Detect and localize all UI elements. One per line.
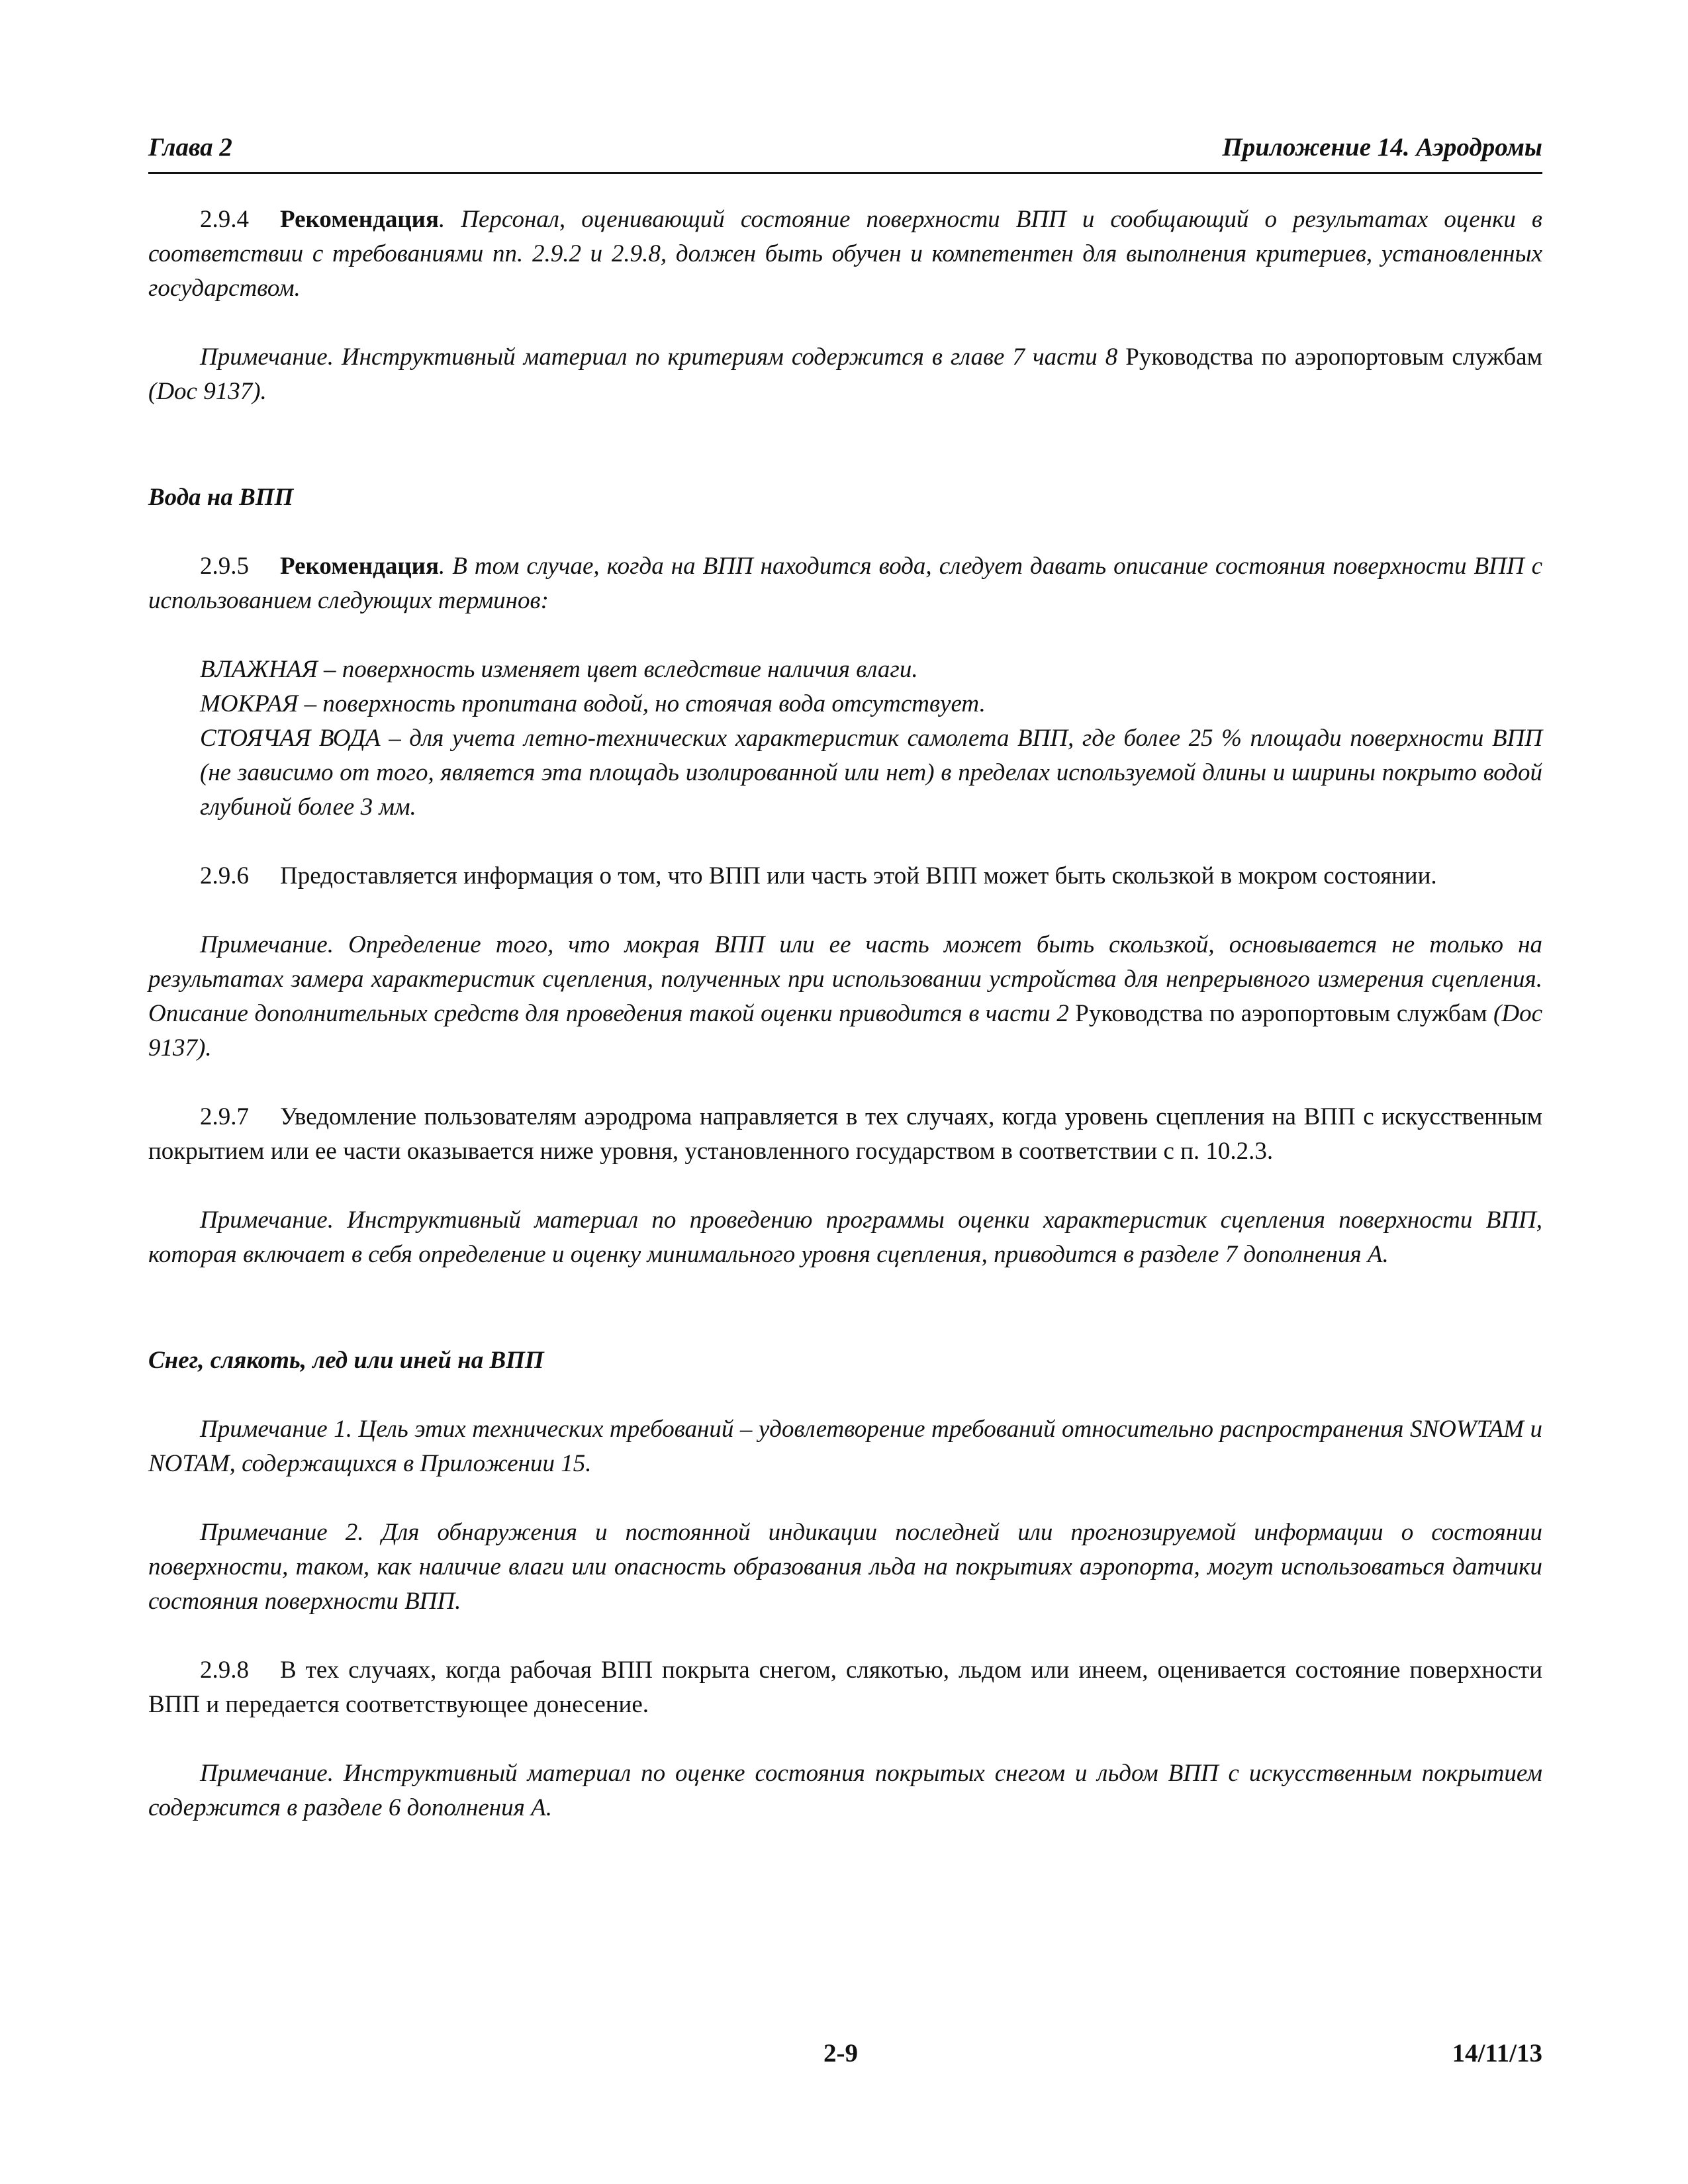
paragraph-text: . В том случае, когда на ВПП находится вода, следует давать описание состояния поверхности ВПП с использованием следующих терминов: (148, 553, 1542, 614)
term-standing-water: СТОЯЧАЯ ВОДА – для учета летно-технических характеристик самолета ВПП, где более 25 % площади поверхности ВПП (не зависимо от того, является эта площадь изолированной или нет) в пределах используемой длины и ширины покрыто водой глубиной более 3 мм. (200, 725, 1542, 821)
paragraph-text: . Персонал, оценивающий состояние поверхности ВПП и сообщающий о результатах оценки в соответствии с требованиями пп. 2.9.2 и 2.9.8, должен быть обучен и компетентен для выполнения критериев, установленных государством. (148, 206, 1542, 302)
paragraph-text: В тех случаях, когда рабочая ВПП покрыта снегом, слякотью, льдом или инеем, оценивается состояние поверхности ВПП и передается соответствующее донесение. (148, 1657, 1542, 1718)
term-list (148, 653, 1542, 825)
page-body (148, 203, 1542, 1825)
paragraph-number: 2.9.5 (200, 553, 249, 580)
recommendation-label: Рекомендация (280, 553, 439, 580)
chapter-label: Глава 2 (148, 133, 232, 161)
annex-title: Приложение 14. Аэродромы (1222, 133, 1542, 161)
document-page (148, 132, 1542, 2078)
term-wet: МОКРАЯ – поверхность пропитана водой, но стоячая вода отсутствует. (200, 690, 986, 717)
paragraph-2-9-7 (148, 1100, 1542, 1169)
paragraph-2-9-4 (148, 203, 1542, 306)
note-text: Примечание. Инструктивный материал по критериям содержится в главе 7 части 8 (200, 343, 1126, 371)
paragraph-number: 2.9.6 (200, 862, 249, 889)
page-header (148, 132, 1542, 172)
note-2-9-7: Примечание. Инструктивный материал по проведению программы оценки характеристик сцепления поверхности ВПП, которая включает в себя определение и оценку минимального уровня сцепления, приводится в разделе 7 дополнения А. (148, 1206, 1542, 1268)
note-2-9-6 (148, 928, 1542, 1066)
paragraph-text: Уведомление пользователям аэродрома направляется в тех случаях, когда уровень сцепления на ВПП с искусственным покрытием или ее части оказывается ниже уровня, установленного государством в соответствии с п. 10.2.3. (148, 1103, 1542, 1165)
recommendation-label: Рекомендация (280, 206, 439, 233)
paragraph-2-9-8 (148, 1653, 1542, 1722)
doc-reference: (Doc 9137). (148, 378, 267, 405)
section-heading-water: Вода на ВПП (148, 484, 294, 511)
amendment-date: 14/11/13 (1452, 2039, 1542, 2068)
note-text: Примечание. Определение того, что мокрая ВПП или ее часть может быть скользкой, основывается не только на результатах замера характеристик сцепления, полученных при использовании устройства для непрерывного измерения сцепления. Описание дополнительных средств для проведения такой оценки приводится в части 2 (148, 931, 1542, 1027)
paragraph-number: 2.9.8 (200, 1657, 249, 1684)
page-number: 2-9 (823, 2039, 858, 2068)
paragraph-number: 2.9.7 (200, 1103, 249, 1130)
note-2-9-8: Примечание. Инструктивный материал по оценке состояния покрытых снегом и льдом ВПП с искусственным покрытием содержится в разделе 6 дополнения А. (148, 1760, 1542, 1821)
page-footer (148, 2038, 1542, 2071)
manual-reference: Руководства по аэропортовым службам (1125, 343, 1542, 371)
note-2-9-4 (148, 340, 1542, 409)
paragraph-text: Предоставляется информация о том, что ВПП или часть этой ВПП может быть скользкой в мокром состоянии. (280, 862, 1437, 889)
paragraph-2-9-6 (148, 859, 1542, 893)
note-snow-1: Примечание 1. Цель этих технических требований – удовлетворение требований относительно распространения SNOWTAM и NOTAM, содержащихся в Приложении 15. (148, 1416, 1542, 1477)
doc-reference: (Doc 9137). (148, 1000, 1542, 1062)
term-damp: ВЛАЖНАЯ – поверхность изменяет цвет вследствие наличия влаги. (200, 656, 918, 683)
manual-reference: Руководства по аэропортовым службам (1075, 1000, 1487, 1027)
section-heading-snow: Снег, слякоть, лед или иней на ВПП (148, 1347, 544, 1374)
header-rule (148, 172, 1542, 174)
paragraph-number: 2.9.4 (200, 206, 249, 233)
paragraph-2-9-5 (148, 549, 1542, 618)
note-snow-2: Примечание 2. Для обнаружения и постоянной индикации последней или прогнозируемой информации о состоянии поверхности, таком, как наличие влаги или опасность образования льда на покрытиях аэропорта, могут использоваться датчики состояния поверхности ВПП. (148, 1519, 1542, 1615)
